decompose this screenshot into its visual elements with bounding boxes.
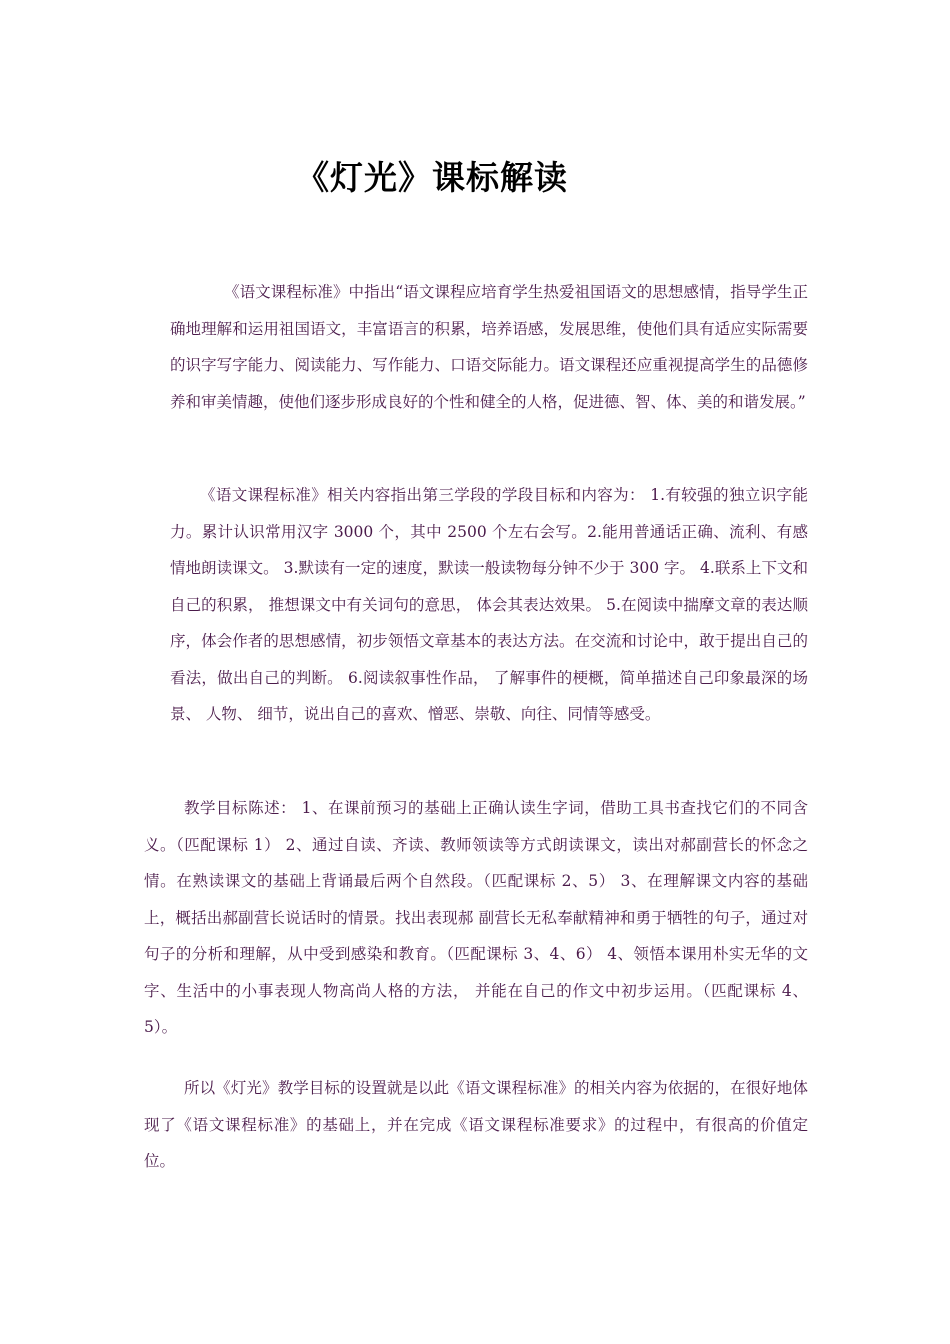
paragraph-curriculum-quote: 《语文课程标准》中指出“语文课程应培育学生热爱祖国语文的思想感情，指导学生正确地理解和运用祖国语文，丰富语言的积累，培养语感，发展思维，使他们具有适应实际需要的识字写字能力、阅读能力、写作能力、口语交际能力。语文课程还应重视提高学生的品德修养和审美情趣，使他们逐步形成良好的个性和健全的人格，促进德、智、体、美的和谐发展。” xyxy=(170,283,808,411)
page-title: 《灯光》课标解读 xyxy=(296,158,568,197)
paragraph-stage-goals: 《语文课程标准》相关内容指出第三学段的学段目标和内容为： 1.有较强的独立识字能力。累计认识常用汉字 3000 个，其中 2500 个左右会写。2.能用普通话正确、流利、有感情地朗读课文。 3.默读有一定的速度，默读一般读物每分钟不少于 300 字。 4.联系上下文和自己的积累， 推想课文中有关词句的意思， 体会其表达效果。 5.在阅读中揣摩文章的表达顺序，体会作者的思想感情，初步领悟文章基本的表达方法。在交流和讨论中，敢于提出自己的看法，做出自己的判断。 6.阅读叙事性作品， 了解事件的梗概，简单描述自己印象最深的场景、 人物、 细节，说出自己的喜欢、憎恶、崇敬、向往、同情等感受。 xyxy=(170,486,808,723)
paragraph-teaching-objectives: 教学目标陈述： 1、在课前预习的基础上正确认读生字词，借助工具书查找它们的不同含义。（匹配课标 1） 2、通过自读、齐读、教师领读等方式朗读课文，读出对郝副营长的怀念之 情。在熟读课文的基础上背诵最后两个自然段。（匹配课标 2、5） 3、在理解课文内容的基础上，概括出郝副营长说话时的情景。找出表现郝 副营长无私奉献精神和勇于牺牲的句子，通过对句子的分析和理解，从中受到感染和教育。（匹配课标 3、4、6） 4、领悟本课用朴实无华的文字、生活中的小事表现人物高尚人格的方法， 并能在自己的作文中初步运用。（匹配课标 4、5）。 xyxy=(144,799,808,1036)
paragraph-conclusion: 所以《灯光》教学目标的设置就是以此《语文课程标准》的相关内容为依据的，在很好地体现了《语文课程标准》的基础上，并在完成《语文课程标准要求》的过程中，有很高的价值定位。 xyxy=(144,1079,808,1170)
